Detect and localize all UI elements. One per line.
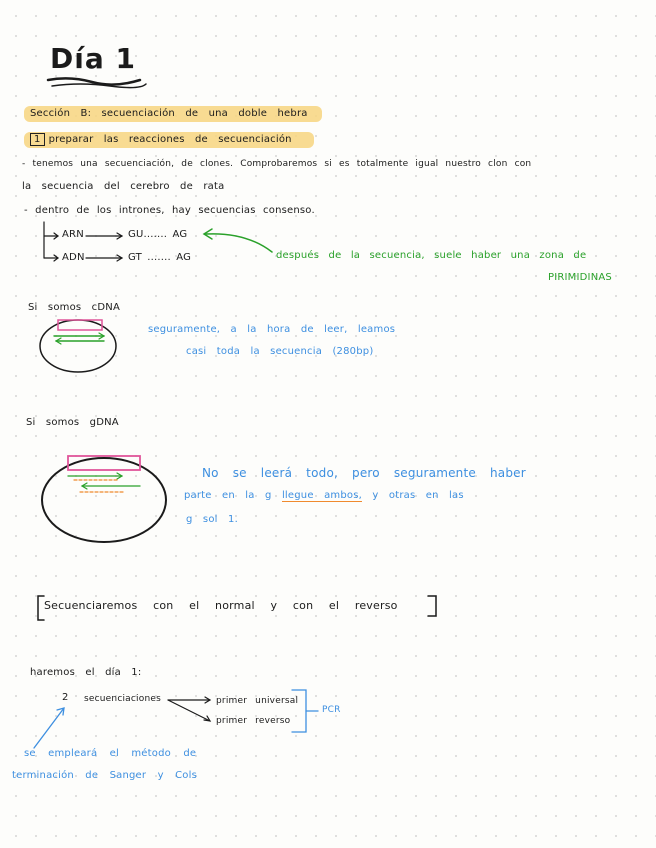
pyrimidine-note: después de la secuencia, suele haber una zona de (276, 250, 587, 261)
adn-sequence: GT ....... AG (128, 252, 192, 263)
method-note-2: terminación de Sanger y Cols (12, 770, 197, 781)
gdna-sketch (42, 456, 166, 542)
step-text: preparar las reacciones de secuenciación (48, 134, 292, 145)
method-note-1: se empleará el método de (24, 748, 197, 759)
pcr-bracket (292, 690, 318, 732)
note-line-3: - dentro de los intrones, hay secuencias consenso. (24, 205, 315, 216)
gdna-note-2-underlined: llegue ambos, (281, 490, 362, 501)
gdna-label: Si somos gDNA (26, 417, 119, 428)
adn-label: ADN (62, 252, 85, 263)
gdna-note-2-start: parte en la g (184, 490, 272, 501)
title-underline (48, 78, 140, 84)
gdna-note-2-end: y otras en las (372, 490, 464, 501)
statement-brackets (38, 596, 436, 620)
green-arrow (204, 229, 272, 252)
step-number: 1 (30, 133, 45, 146)
page-title: Día 1 (50, 42, 136, 75)
day1-label: haremos el día 1: (30, 667, 142, 678)
cdna-note-1: seguramente, a la hora de leer, leamos (148, 324, 396, 335)
boxed-statement: Secuenciaremos con el normal y con el reverso (44, 599, 398, 612)
gdna-note-3: g sol 1. (186, 514, 238, 525)
cdna-note-2: casi toda la secuencia (280bp) (186, 346, 374, 357)
day1-count: 2 (62, 692, 69, 703)
method-arrow (34, 708, 64, 748)
pcr-label: PCR (322, 705, 341, 715)
cdna-label: Si somos cDNA (28, 302, 121, 313)
cdna-sketch (40, 320, 116, 372)
arn-sequence: GU....... AG (128, 229, 188, 240)
gdna-note-1: No se leerá todo, pero seguramente haber (202, 466, 526, 480)
day1-item: secuenciaciones (84, 694, 161, 704)
section-heading: Sección B: secuenciación de una doble hebra (30, 108, 308, 119)
day1-arrows (168, 697, 210, 721)
branch-arrows (44, 222, 122, 261)
note-line-2: la secuencia del cerebro de rata (22, 181, 225, 192)
note-line-1: - tenemos una secuenciación, de clones. Comprobaremos si es totalmente igual nuestro clon con (22, 159, 532, 169)
day1-branch-1: primer universal (216, 696, 299, 706)
day1-branch-2: primer reverso (216, 716, 291, 726)
arn-label: ARN (62, 229, 84, 240)
pyrimidine-word: PIRIMIDINAS (548, 272, 612, 283)
